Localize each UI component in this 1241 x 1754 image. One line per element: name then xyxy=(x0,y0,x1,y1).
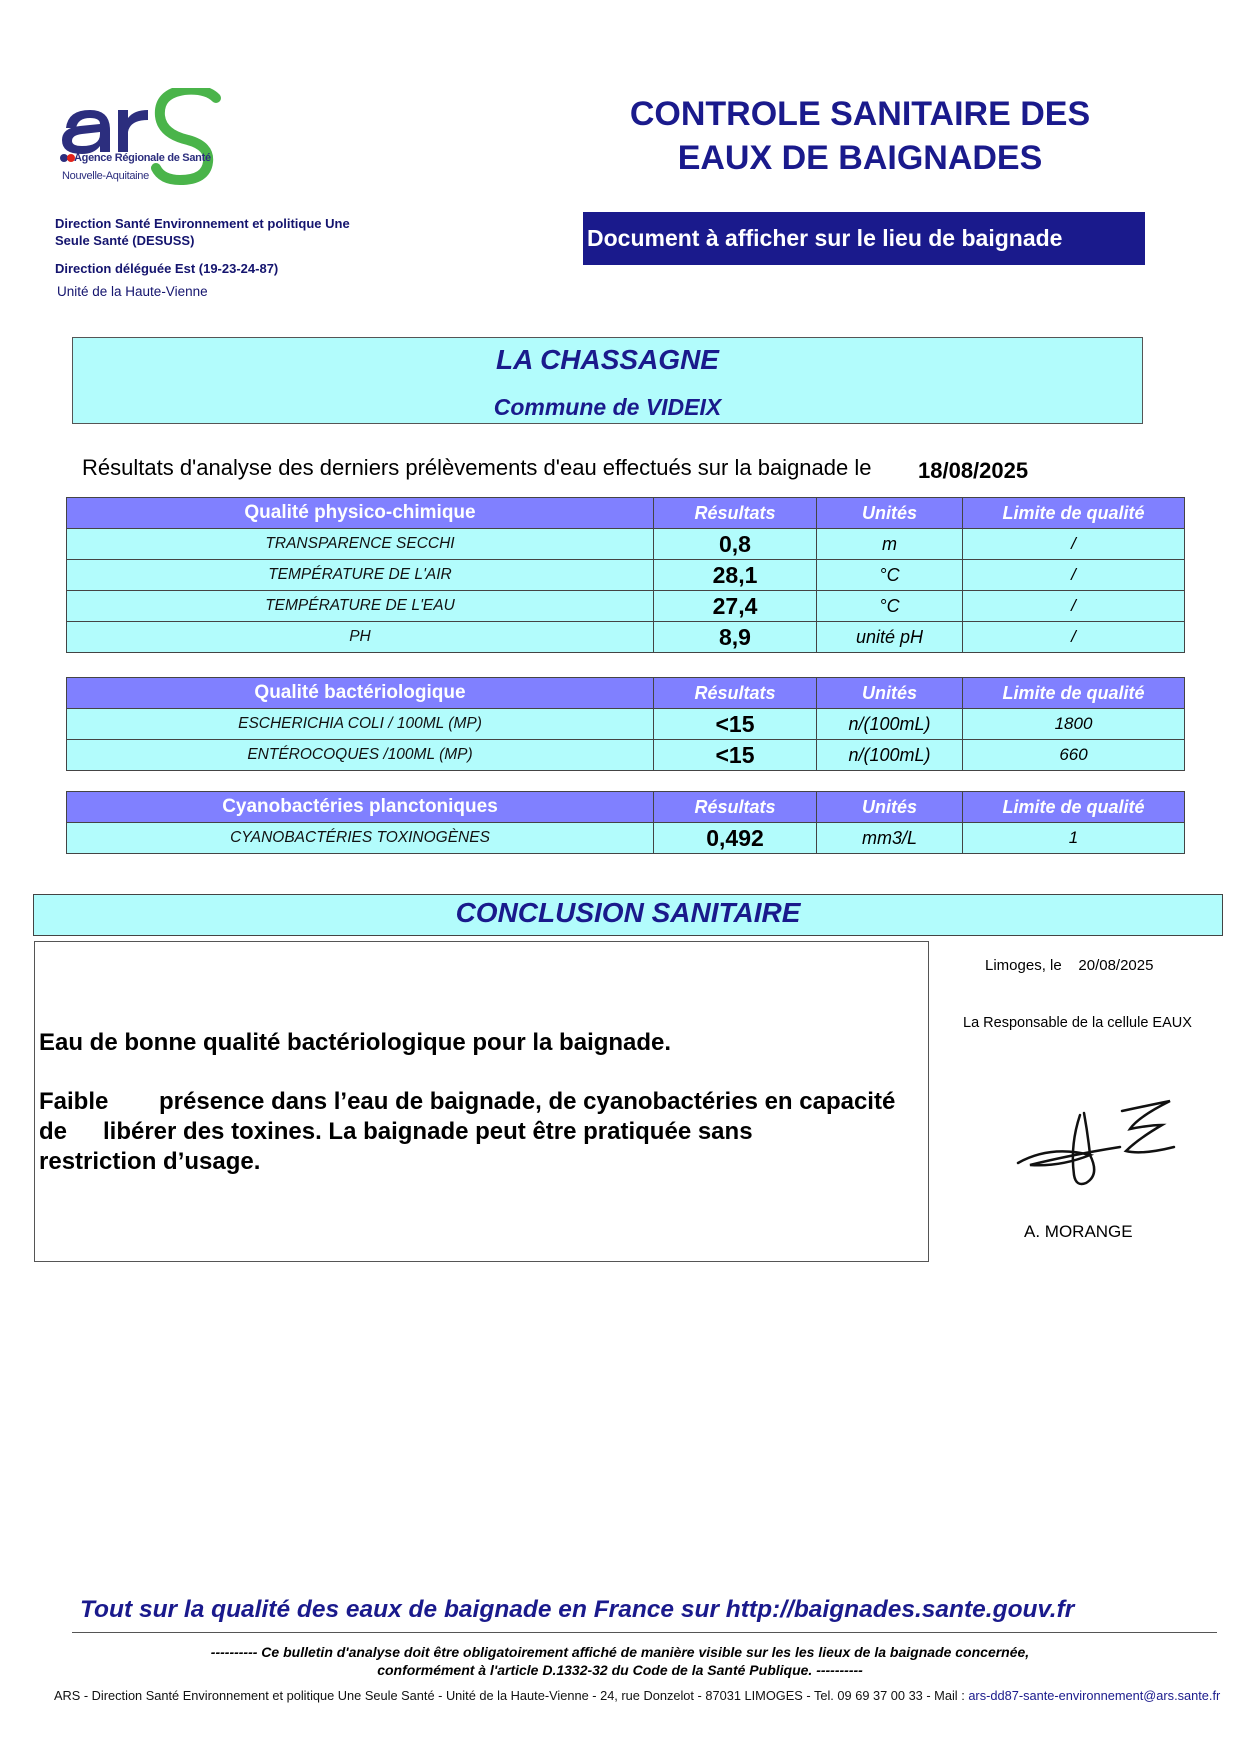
conclusion-text: restriction d’usage. xyxy=(39,1148,261,1175)
logo-agency-name: Agence Régionale de Santé xyxy=(74,152,211,164)
limit-value: / xyxy=(963,591,1185,622)
physico-chemical-table xyxy=(66,497,1185,653)
limit-value: 1 xyxy=(963,823,1185,854)
limit-value: 1800 xyxy=(963,709,1185,740)
footer-website-text: Tout sur la qualité des eaux de baignade en France sur xyxy=(80,1596,726,1623)
footer-website xyxy=(80,1596,1074,1624)
parameter-name: TEMPÉRATURE DE L'AIR xyxy=(67,560,654,591)
conclusion-cyano xyxy=(39,1087,925,1177)
parameter-name: ENTÉROCOQUES /100ML (MP) xyxy=(67,740,654,771)
column-header: Cyanobactéries planctoniques xyxy=(67,792,654,823)
legal-notice-line: conformément à l'article D.1332-32 du Code de la Santé Publique. ---------- xyxy=(377,1662,863,1678)
table-row xyxy=(67,591,1185,622)
column-header: Résultats xyxy=(654,792,817,823)
result-value: <15 xyxy=(654,740,817,771)
footer-website-url[interactable]: http://baignades.sante.gouv.fr xyxy=(725,1596,1075,1623)
column-header: Résultats xyxy=(654,498,817,529)
parameter-name: CYANOBACTÉRIES TOXINOGÈNES xyxy=(67,823,654,854)
conclusion-text: libérer des toxines. La baignade peut être pratiquée sans xyxy=(103,1118,753,1145)
table-row xyxy=(67,560,1185,591)
delegation-name: Direction déléguée Est (19-23-24-87) xyxy=(55,261,279,276)
result-value: 0,8 xyxy=(654,529,817,560)
direction-name: Direction Santé Environnement et politique Une Seule Santé (DESUSS) xyxy=(55,216,350,248)
result-value: 0,492 xyxy=(654,823,817,854)
unit-value: °C xyxy=(817,591,963,622)
bacteriological-table xyxy=(66,677,1185,771)
unit-value: n/(100mL) xyxy=(817,709,963,740)
contact-email[interactable]: ars-dd87-sante-environnement@ars.sante.fr xyxy=(968,1688,1221,1703)
table-row xyxy=(67,709,1185,740)
column-header: Résultats xyxy=(654,678,817,709)
site-header xyxy=(72,337,1143,424)
table-header-row xyxy=(67,792,1185,823)
parameter-name: TEMPÉRATURE DE L'EAU xyxy=(67,591,654,622)
table-row xyxy=(67,529,1185,560)
column-header: Unités xyxy=(817,498,963,529)
unit-value: m xyxy=(817,529,963,560)
column-header: Qualité bactériologique xyxy=(67,678,654,709)
parameter-name: ESCHERICHIA COLI / 100ML (MP) xyxy=(67,709,654,740)
limit-value: / xyxy=(963,622,1185,653)
table-row xyxy=(67,740,1185,771)
signature-date: 20/08/2025 xyxy=(1078,957,1154,974)
unit-value: n/(100mL) xyxy=(817,740,963,771)
result-value: <15 xyxy=(654,709,817,740)
limit-value: / xyxy=(963,529,1185,560)
result-value: 8,9 xyxy=(654,622,817,653)
legal-notice-line: ---------- Ce bulletin d'analyse doit être obligatoirement affiché de manière visible sur les les lieux de la baignade concernée, xyxy=(210,1644,1030,1660)
sampling-date: 18/08/2025 xyxy=(918,458,1029,483)
signer-name: A. MORANGE xyxy=(1024,1222,1133,1241)
site-name: LA CHASSAGNE xyxy=(496,344,719,375)
limit-value: 660 xyxy=(963,740,1185,771)
conclusion-bacterio: Eau de bonne qualité bactériologique pour la baignade. xyxy=(39,1029,672,1056)
contact-address xyxy=(54,1688,1220,1703)
limit-value: / xyxy=(963,560,1185,591)
column-header: Qualité physico-chimique xyxy=(67,498,654,529)
unit-value: °C xyxy=(817,560,963,591)
parameter-name: PH xyxy=(67,622,654,653)
results-intro: Résultats d'analyse des derniers prélèvements d'eau effectués sur la baignade le xyxy=(82,455,872,480)
legal-notice xyxy=(100,1643,1140,1679)
ars-logo xyxy=(58,88,258,203)
conclusion-text: présence dans l’eau de baignade, de cyanobactéries en capacité xyxy=(159,1088,896,1115)
column-header: Unités xyxy=(817,678,963,709)
conclusion-cyano-line xyxy=(39,1087,925,1117)
display-notice-banner: Document à afficher sur le lieu de baignade xyxy=(583,212,1145,265)
page-title xyxy=(560,92,1160,180)
conclusion-word: Faible xyxy=(39,1088,109,1115)
table-header-row xyxy=(67,498,1185,529)
unit-name: Unité de la Haute-Vienne xyxy=(57,284,208,299)
address-text: ARS - Direction Santé Environnement et politique Une Seule Santé - Unité de la Haute-Vienne - 24, rue Donzelot - 87031 LIMOGES - Tel. 09 69 37 00 33 - Mail : xyxy=(54,1688,969,1703)
table-row xyxy=(67,622,1185,653)
cyanobacteria-table xyxy=(66,791,1185,854)
conclusion-cyano-line xyxy=(39,1117,925,1147)
place-date-label: Limoges, le xyxy=(985,957,1062,974)
table-row xyxy=(67,823,1185,854)
column-header: Unités xyxy=(817,792,963,823)
column-header: Limite de qualité xyxy=(963,498,1185,529)
ars-logo-graphic xyxy=(58,88,258,203)
signature-graphic xyxy=(1010,1095,1190,1215)
footer-divider xyxy=(72,1632,1217,1633)
column-header: Limite de qualité xyxy=(963,792,1185,823)
logo-region-name: Nouvelle-Aquitaine xyxy=(62,170,149,182)
column-header: Limite de qualité xyxy=(963,678,1185,709)
handwritten-signature xyxy=(1010,1095,1190,1215)
result-value: 27,4 xyxy=(654,591,817,622)
title-line-1: CONTROLE SANITAIRE DES xyxy=(629,95,1091,133)
signer-role: La Responsable de la cellule EAUX xyxy=(963,1015,1192,1031)
table-header-row xyxy=(67,678,1185,709)
conclusion-word: de xyxy=(39,1118,68,1145)
place-date xyxy=(985,957,1153,974)
commune-name: Commune de VIDEIX xyxy=(493,394,722,420)
result-value: 28,1 xyxy=(654,560,817,591)
title-line-2: EAUX DE BAIGNADES xyxy=(677,139,1043,177)
unit-value: mm3/L xyxy=(817,823,963,854)
parameter-name: TRANSPARENCE SECCHI xyxy=(67,529,654,560)
unit-value: unité pH xyxy=(817,622,963,653)
conclusion-title: CONCLUSION SANITAIRE xyxy=(455,897,801,928)
